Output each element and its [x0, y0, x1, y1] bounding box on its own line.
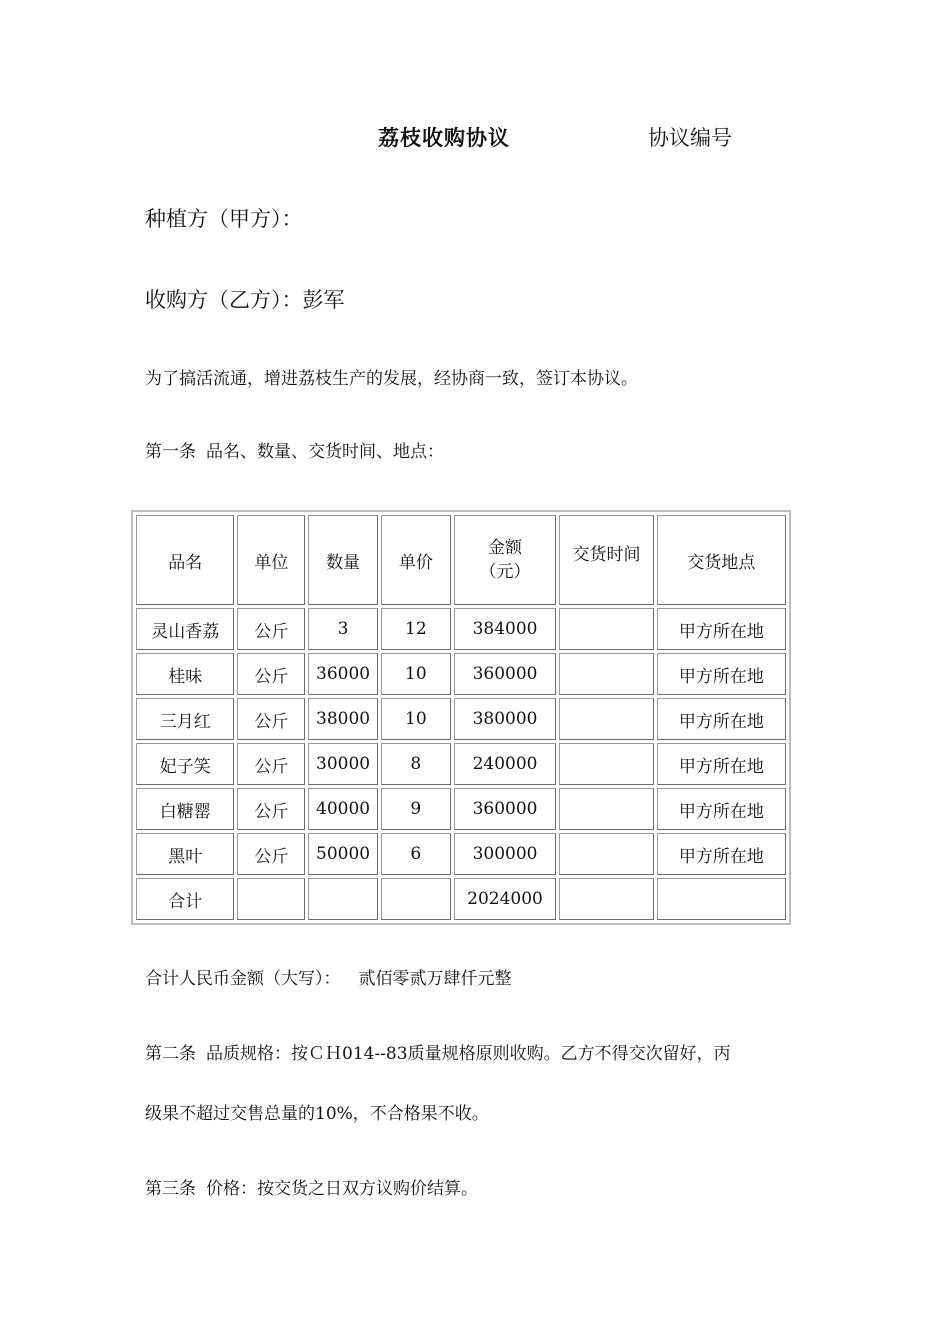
header-amount — [454, 515, 557, 605]
cell-delivery-time — [559, 653, 653, 695]
cell-unit: 公斤 — [237, 608, 305, 650]
cell-unit: 公斤 — [237, 653, 305, 695]
header-quantity: 数量 — [308, 515, 378, 605]
cell-price: 10 — [381, 653, 451, 695]
table-row — [136, 608, 786, 650]
buyer-name: 彭军 — [302, 288, 345, 312]
cell-unit: 公斤 — [237, 788, 305, 830]
cell-price: 6 — [381, 833, 451, 875]
intro-paragraph: 为了搞活流通，增进荔枝生产的发展，经协商一致，签订本协议。 — [145, 369, 638, 389]
cell-delivery-time — [559, 608, 653, 650]
article-1 — [145, 437, 444, 462]
cell-amount: 380000 — [454, 698, 557, 740]
cell-amount: 240000 — [454, 743, 557, 785]
cell-quantity: 3 — [308, 608, 378, 650]
total-empty-cell — [381, 878, 451, 920]
cell-name: 桂味 — [136, 653, 234, 695]
cell-name: 三月红 — [136, 698, 234, 740]
article-1-text: 品名、数量、交货时间、地点： — [206, 442, 444, 462]
cell-delivery-place: 甲方所在地 — [657, 788, 786, 830]
article-2-label: 第二条 — [145, 1044, 196, 1064]
total-in-words-value: 贰佰零贰万肆仟元整 — [358, 969, 512, 989]
article-2-line1 — [145, 1039, 731, 1064]
cell-quantity: 40000 — [308, 788, 378, 830]
table-row — [136, 653, 786, 695]
document-title: 荔枝收购协议 — [378, 125, 510, 150]
cell-price: 9 — [381, 788, 451, 830]
goods-table — [131, 510, 791, 925]
table-row — [136, 833, 786, 875]
header-price: 单价 — [381, 515, 451, 605]
header-amount-line2: （元） — [479, 562, 531, 582]
header-delivery-time: 交货时间 — [559, 515, 653, 605]
cell-unit: 公斤 — [237, 698, 305, 740]
cell-name: 黑叶 — [136, 833, 234, 875]
total-in-words-line — [145, 964, 512, 989]
cell-quantity: 36000 — [308, 653, 378, 695]
cell-quantity: 30000 — [308, 743, 378, 785]
total-in-words-label: 合计人民币金额（大写）： — [145, 969, 341, 989]
cell-quantity: 38000 — [308, 698, 378, 740]
cell-name: 白糖罂 — [136, 788, 234, 830]
cell-delivery-place: 甲方所在地 — [657, 698, 786, 740]
cell-unit: 公斤 — [237, 743, 305, 785]
buyer-party-line — [145, 284, 345, 314]
total-amount: 2024000 — [454, 878, 557, 920]
header-unit: 单位 — [237, 515, 305, 605]
cell-amount: 384000 — [454, 608, 557, 650]
article-3-text: 价格：按交货之日双方议购价结算。 — [206, 1179, 478, 1199]
cell-delivery-place: 甲方所在地 — [657, 833, 786, 875]
article-2-line2: 级果不超过交售总量的10%，不合格果不收。 — [145, 1104, 489, 1124]
cell-name: 妃子笑 — [136, 743, 234, 785]
buyer-label: 收购方（乙方）： — [145, 288, 303, 312]
header-name: 品名 — [136, 515, 234, 605]
total-empty-cell — [657, 878, 786, 920]
table-row — [136, 698, 786, 740]
table-row — [136, 743, 786, 785]
table-total-row — [136, 878, 786, 920]
cell-delivery-place: 甲方所在地 — [657, 608, 786, 650]
article-1-label: 第一条 — [145, 442, 196, 462]
cell-delivery-time — [559, 833, 653, 875]
total-empty-cell — [559, 878, 653, 920]
cell-delivery-time — [559, 698, 653, 740]
table-header-row — [136, 515, 786, 605]
cell-unit: 公斤 — [237, 833, 305, 875]
header-delivery-place: 交货地点 — [657, 515, 786, 605]
contract-number-label: 协议编号 — [648, 126, 732, 150]
cell-delivery-time — [559, 743, 653, 785]
article-3-label: 第三条 — [145, 1179, 196, 1199]
total-empty-cell — [308, 878, 378, 920]
cell-price: 10 — [381, 698, 451, 740]
header-amount-line1: 金额 — [488, 538, 523, 558]
cell-amount: 360000 — [454, 788, 557, 830]
table-row — [136, 788, 786, 830]
cell-price: 12 — [381, 608, 451, 650]
cell-delivery-place: 甲方所在地 — [657, 653, 786, 695]
cell-quantity: 50000 — [308, 833, 378, 875]
total-empty-cell — [237, 878, 305, 920]
cell-amount: 360000 — [454, 653, 557, 695]
total-label: 合计 — [136, 878, 234, 920]
planter-party-line: 种植方（甲方）： — [145, 207, 303, 231]
cell-name: 灵山香荔 — [136, 608, 234, 650]
cell-delivery-time — [559, 788, 653, 830]
article-3 — [145, 1174, 478, 1199]
cell-delivery-place: 甲方所在地 — [657, 743, 786, 785]
cell-amount: 300000 — [454, 833, 557, 875]
article-2-text: 品质规格：按ＣＨ014--83质量规格原则收购。乙方不得交次留好，丙 — [206, 1044, 731, 1064]
cell-price: 8 — [381, 743, 451, 785]
